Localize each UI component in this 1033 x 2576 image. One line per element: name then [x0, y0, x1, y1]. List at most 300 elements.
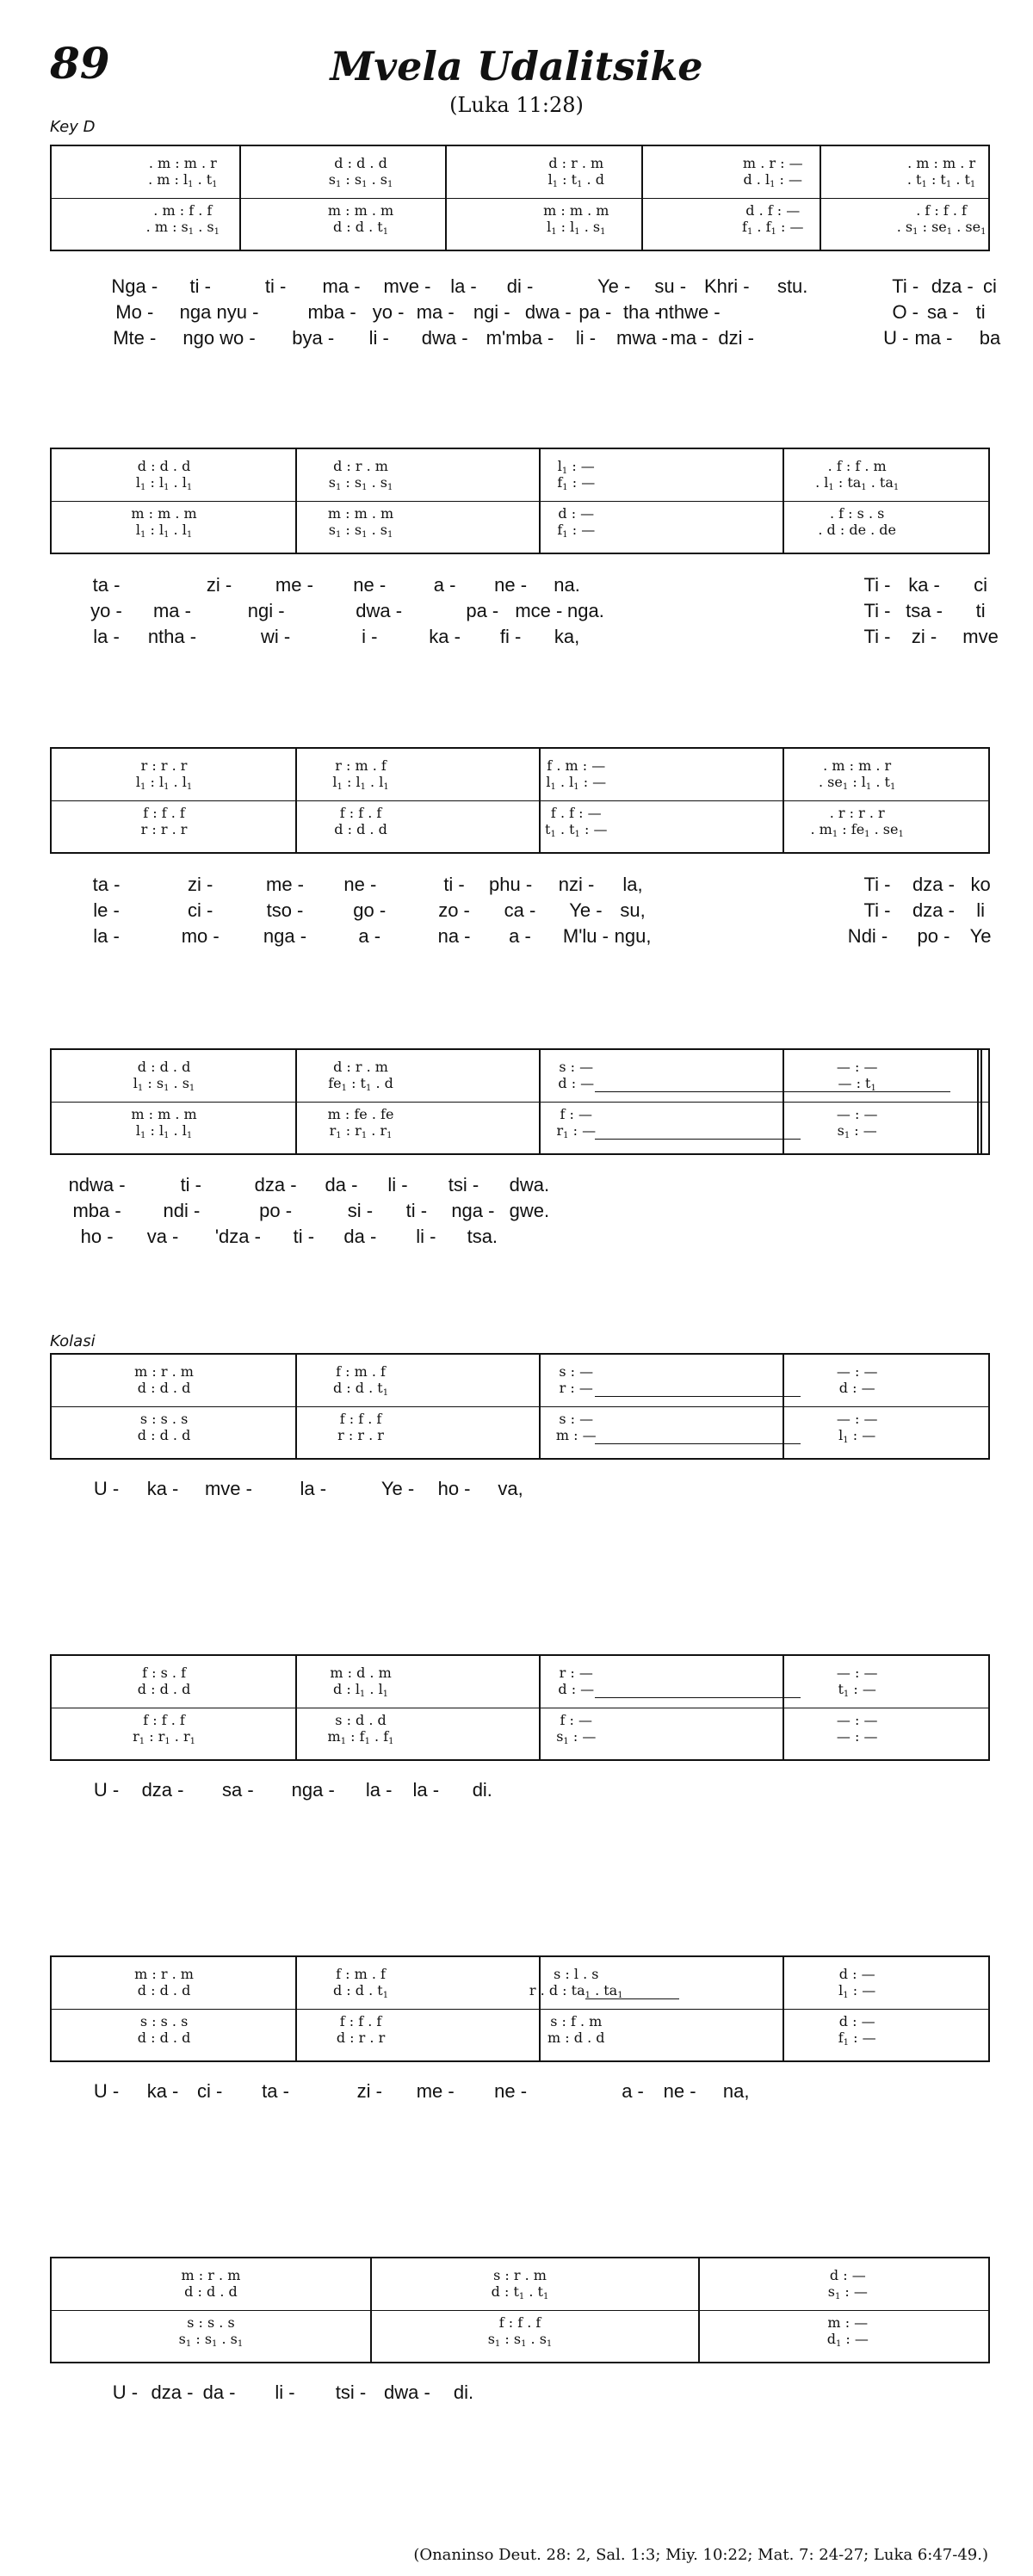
lyric-syllable: ma -	[322, 275, 361, 297]
lyric-syllable: Ye -	[569, 899, 603, 921]
lyric-syllable: zi -	[356, 2080, 382, 2102]
sol-fa-cell: d : d . d	[137, 1427, 191, 1443]
lyric-syllable: ti -	[443, 874, 465, 895]
sol-fa-cell: d : —	[838, 1380, 875, 1396]
lyric-syllable: Mo -	[115, 301, 154, 323]
lyric-syllable: me -	[275, 574, 313, 596]
sol-fa-cell: $l_1$ : —	[838, 1982, 876, 2000]
lyric-syllable: ka -	[146, 2080, 179, 2102]
lyric-syllable: ntha -	[147, 626, 197, 647]
sol-fa-cell: s : —	[559, 1059, 594, 1075]
lyric-syllable: su,	[620, 899, 646, 921]
chorus-label: Kolasi	[50, 1332, 96, 1350]
lyric-syllable: dwa.	[509, 1174, 550, 1195]
bar-line	[295, 449, 297, 553]
lyric-syllable: Ndi -	[847, 925, 888, 947]
hymn-number: 89	[50, 38, 110, 89]
bar-line	[295, 1050, 297, 1153]
lyric-syllable: li -	[575, 327, 597, 349]
sol-fa-cell: d : d . $t_1$	[332, 1380, 389, 1398]
sol-fa-cell: — : —	[836, 1106, 878, 1122]
lyric-syllable: dza -	[912, 874, 955, 895]
lyric-syllable: M'lu -	[562, 925, 609, 947]
staff-divider	[52, 2009, 988, 2010]
lyric-syllable: sa -	[927, 301, 959, 323]
lyric-syllable: na.	[554, 574, 580, 596]
sol-fa-cell: d : —	[838, 1966, 875, 1982]
lyric-syllable: nga -	[291, 1779, 335, 1801]
lyric-syllable: yo -	[372, 301, 405, 323]
bar-line	[239, 146, 241, 250]
lyric-syllable: ta -	[262, 2080, 289, 2102]
lyric-syllable: dwa -	[524, 301, 572, 323]
lyric-syllable: phu -	[489, 874, 533, 895]
slur-line	[585, 1998, 679, 1999]
lyric-syllable: ci -	[188, 899, 213, 921]
lyric-syllable: ma -	[670, 327, 708, 349]
sol-fa-cell: . m : m . r	[823, 757, 892, 774]
sol-fa-cell: f : f . f	[339, 1411, 382, 1427]
sol-fa-cell: $l_1$ : $l_1$ . $l_1$	[135, 522, 193, 540]
lyric-syllable: ngi -	[473, 301, 510, 323]
lyric-syllable: ne -	[663, 2080, 696, 2102]
sol-fa-cell: d : d . d	[137, 1059, 191, 1075]
sol-fa-cell: r : —	[559, 1380, 593, 1396]
lyric-syllable: di.	[472, 1779, 492, 1801]
lyric-syllable: po -	[917, 925, 950, 947]
sol-fa-cell: m : m . m	[327, 202, 394, 219]
lyric-syllable: na -	[437, 925, 471, 947]
sol-fa-cell: m . r : —	[742, 155, 803, 171]
bar-line	[820, 146, 821, 250]
sol-fa-cell: d : d . $t_1$	[332, 1982, 389, 2000]
sol-fa-cell: — : —	[836, 1363, 878, 1380]
lyric-syllable: pa -	[578, 301, 612, 323]
sol-fa-cell: . $se_1$ : $l_1$ . $t_1$	[818, 774, 896, 792]
lyric-syllable: nga.	[567, 600, 604, 621]
sol-fa-cell: s : —	[559, 1363, 594, 1380]
lyric-syllable: dza -	[931, 275, 974, 297]
sol-fa-cell: — : —	[836, 1712, 878, 1728]
lyric-syllable: ti -	[405, 1200, 428, 1221]
sol-fa-cell: $t_1$ . $t_1$ : —	[545, 821, 608, 839]
sol-fa-cell: . f : f . f	[916, 202, 967, 219]
lyric-syllable: tsi -	[448, 1174, 479, 1195]
sol-fa-cell: d : r . m	[333, 458, 388, 474]
bar-line	[295, 1355, 297, 1458]
lyric-syllable: ngu,	[614, 925, 652, 947]
lyric-syllable: yo -	[90, 600, 122, 621]
lyric-syllable: mve -	[204, 1478, 252, 1499]
system-1	[50, 145, 990, 251]
sol-fa-cell: $s_1$ : $s_1$ . $s_1$	[328, 522, 393, 540]
staff-divider	[52, 800, 988, 801]
lyric-syllable: ka -	[146, 1478, 179, 1499]
sol-fa-cell: $d_1$ : —	[826, 2331, 869, 2349]
lyric-syllable: la -	[93, 925, 120, 947]
lyric-syllable: ma -	[914, 327, 953, 349]
sol-fa-cell: d : d . d	[184, 2283, 238, 2300]
sol-fa-cell: d : $l_1$ . $l_1$	[333, 1681, 389, 1699]
sol-fa-cell: $l_1$ . $l_1$ : —	[546, 774, 607, 792]
sol-fa-cell: s : —	[559, 1411, 594, 1427]
sol-fa-cell: r : —	[559, 1665, 593, 1681]
system-3	[50, 747, 990, 854]
lyric-syllable: Ye	[969, 925, 992, 947]
sol-fa-cell: r : r . r	[337, 1427, 384, 1443]
lyric-syllable: zi -	[188, 874, 213, 895]
lyric-syllable: Ti -	[863, 874, 891, 895]
lyric-syllable: la -	[412, 1779, 440, 1801]
lyric-syllable: Ye -	[380, 1478, 415, 1499]
bar-line	[539, 1656, 541, 1759]
sol-fa-cell: $l_1$ : —	[557, 458, 595, 476]
sol-fa-cell: d : d . d	[334, 155, 387, 171]
system-4	[50, 1048, 990, 1155]
lyric-syllable: tsi -	[335, 2381, 367, 2403]
sol-fa-cell: $s_1$ : —	[827, 2283, 868, 2301]
lyric-syllable: dza -	[254, 1174, 297, 1195]
lyric-syllable: dwa -	[421, 327, 468, 349]
sol-fa-cell: $s_1$ : $s_1$ . $s_1$	[328, 474, 393, 492]
sol-fa-cell: . f : s . s	[830, 505, 885, 522]
lyric-syllable: dza -	[141, 1779, 184, 1801]
slur-line	[595, 1091, 950, 1092]
sol-fa-cell: r : r . r	[140, 821, 188, 837]
lyric-syllable: zi -	[206, 574, 232, 596]
bar-line	[782, 1957, 784, 2060]
sol-fa-cell: $l_1$ : $l_1$ . $l_1$	[135, 474, 193, 492]
bar-line	[539, 1050, 541, 1153]
sol-fa-cell: d : d . d	[137, 2029, 191, 2046]
lyric-syllable: li	[976, 899, 985, 921]
sol-fa-cell: m : r . m	[181, 2267, 241, 2283]
lyric-syllable: la -	[365, 1779, 393, 1801]
lyric-syllable: ti -	[189, 275, 211, 297]
lyric-syllable: Ti -	[863, 626, 891, 647]
sol-fa-cell: f : f . f	[143, 1712, 185, 1728]
sol-fa-cell: m : —	[555, 1427, 597, 1443]
sol-fa-cell: $m_1$ : $f_1$ . $f_1$	[327, 1728, 394, 1746]
lyric-syllable: dwa -	[356, 600, 403, 621]
sol-fa-cell: s : d . d	[335, 1712, 387, 1728]
slur-line	[595, 1697, 801, 1698]
sol-fa-cell: d : d . d	[137, 1982, 191, 1998]
sol-fa-cell: $l_1$ : $l_1$ . $l_1$	[135, 774, 193, 792]
lyric-syllable: ka,	[554, 626, 580, 647]
slur-line	[595, 1396, 801, 1397]
sol-fa-cell: f : s . f	[142, 1665, 186, 1681]
lyric-syllable: sa -	[222, 1779, 254, 1801]
lyric-syllable: mba -	[307, 301, 356, 323]
sol-fa-cell: d : —	[558, 1681, 595, 1697]
sol-fa-cell: $l_1$ : $l_1$ . $l_1$	[135, 1122, 193, 1140]
sol-fa-cell: $r_1$ : —	[556, 1122, 597, 1140]
lyric-syllable: ci -	[196, 2080, 223, 2102]
lyric-syllable: li -	[368, 327, 389, 349]
sol-fa-cell: f . m : —	[547, 757, 606, 774]
sol-fa-cell: $fe_1$ : $t_1$ . d	[328, 1075, 393, 1093]
bar-line	[295, 1957, 297, 2060]
sol-fa-cell: $s_1$ : $s_1$ . $s_1$	[328, 171, 393, 189]
lyric-syllable: ci	[974, 574, 988, 596]
bar-line	[782, 449, 784, 553]
lyric-syllable: ta -	[92, 574, 121, 596]
sol-fa-cell: m : d . d	[547, 2029, 605, 2046]
sol-fa-cell: m : m . m	[131, 505, 197, 522]
lyric-syllable: ma -	[152, 600, 191, 621]
lyric-syllable: U -	[93, 1478, 120, 1499]
lyric-syllable: Ye -	[597, 275, 631, 297]
sol-fa-cell: r : m . f	[335, 757, 387, 774]
lyric-syllable: mo -	[181, 925, 220, 947]
key-signature: Key D	[50, 118, 96, 136]
lyric-syllable: ma -	[416, 301, 455, 323]
system-8	[50, 2257, 990, 2363]
sol-fa-cell: f : f . f	[339, 805, 382, 821]
lyric-syllable: bya -	[292, 327, 335, 349]
sol-fa-cell: m : m . m	[543, 202, 609, 219]
lyric-syllable: U -	[93, 1779, 120, 1801]
bar-line	[539, 749, 541, 852]
sol-fa-cell: m : fe . fe	[327, 1106, 394, 1122]
lyric-syllable: dza -	[151, 2381, 194, 2403]
sol-fa-cell: m : m . m	[131, 1106, 197, 1122]
sol-fa-cell: s : s . s	[139, 2013, 189, 2029]
lyric-syllable: U -	[112, 2381, 139, 2403]
sol-fa-cell: s : r . m	[493, 2267, 547, 2283]
lyric-syllable: da -	[202, 2381, 236, 2403]
sol-fa-cell: $f_1$ : —	[838, 2029, 876, 2048]
lyric-syllable: me -	[266, 874, 304, 895]
lyric-syllable: ca -	[504, 899, 536, 921]
bar-line	[370, 2258, 372, 2362]
sol-fa-cell: . $t_1$ : $t_1$ . $t_1$	[906, 171, 976, 189]
lyric-syllable: 'dza -	[214, 1226, 261, 1247]
sol-fa-cell: d : r . r	[336, 2029, 386, 2046]
sol-fa-cell: . $l_1$ : $ta_1$ . $ta_1$	[815, 474, 900, 492]
lyric-syllable: gwe.	[509, 1200, 550, 1221]
lyric-syllable: ngi -	[247, 600, 285, 621]
sol-fa-cell: d . f : —	[745, 202, 801, 219]
bar-line	[641, 146, 643, 250]
lyric-syllable: da -	[325, 1174, 358, 1195]
sol-fa-cell: f : —	[560, 1712, 593, 1728]
lyric-syllable: ti -	[180, 1174, 202, 1195]
sol-fa-cell: m : m . m	[327, 505, 394, 522]
sol-fa-cell: s : s . s	[187, 2314, 235, 2331]
lyric-syllable: li -	[387, 1174, 408, 1195]
scripture-reference: (Luka 11:28)	[449, 93, 584, 117]
sol-fa-cell: f : —	[560, 1106, 593, 1122]
sol-fa-cell: $l_1$ : $s_1$ . $s_1$	[133, 1075, 195, 1093]
lyric-syllable: ka -	[908, 574, 940, 596]
bar-line	[539, 1957, 541, 2060]
lyric-syllable: ko	[970, 874, 991, 895]
lyric-syllable: ne -	[353, 574, 387, 596]
lyric-syllable: ndi -	[163, 1200, 201, 1221]
sol-fa-cell: $s_1$ : —	[556, 1728, 597, 1746]
sol-fa-cell: $s_1$ : $s_1$ . $s_1$	[487, 2331, 553, 2349]
lyric-syllable: da -	[343, 1226, 377, 1247]
bar-line	[698, 2258, 700, 2362]
bar-line	[295, 1656, 297, 1759]
slur-line	[595, 1443, 801, 1444]
sol-fa-cell: s : s . s	[139, 1411, 189, 1427]
sol-fa-cell: m : r . m	[134, 1966, 194, 1982]
sol-fa-cell: m : r . m	[134, 1363, 194, 1380]
lyric-syllable: ka -	[429, 626, 461, 647]
lyric-syllable: Ti -	[892, 275, 919, 297]
lyric-syllable: dza -	[912, 899, 955, 921]
sol-fa-cell: d : d . $t_1$	[332, 219, 389, 237]
sol-fa-cell: . m : m . r	[148, 155, 217, 171]
sol-fa-cell: $f_1$ : —	[557, 522, 596, 540]
lyric-syllable: m'mba -	[486, 327, 554, 349]
lyric-syllable: ti	[975, 600, 986, 621]
sol-fa-cell: f : f . f	[143, 805, 185, 821]
sol-fa-cell: d : d . d	[137, 1681, 191, 1697]
sol-fa-cell: d : —	[829, 2267, 866, 2283]
lyric-syllable: ne -	[343, 874, 377, 895]
lyric-syllable: U -	[93, 2080, 120, 2102]
lyric-syllable: pa -	[466, 600, 499, 621]
lyric-syllable: Mte -	[113, 327, 157, 349]
lyric-syllable: fi -	[499, 626, 522, 647]
lyric-syllable: ndwa -	[68, 1174, 126, 1195]
system-5	[50, 1353, 990, 1460]
lyric-syllable: U -	[883, 327, 909, 349]
lyric-syllable: tsa -	[906, 600, 943, 621]
lyric-syllable: na,	[722, 2080, 750, 2102]
sol-fa-cell: d : —	[558, 505, 595, 522]
sol-fa-cell: d : r . m	[333, 1059, 388, 1075]
lyric-syllable: nga -	[451, 1200, 495, 1221]
lyric-syllable: di -	[506, 275, 534, 297]
sol-fa-cell: . $m_1$ : $fe_1$ . $se_1$	[810, 821, 904, 839]
sol-fa-cell: $f_1$ . $f_1$ : —	[742, 219, 804, 237]
lyric-syllable: ne -	[494, 2080, 528, 2102]
sol-fa-cell: f : m . f	[336, 1363, 386, 1380]
lyric-syllable: tsa.	[467, 1226, 498, 1247]
sol-fa-cell: . d : de . de	[818, 522, 896, 538]
lyric-syllable: li -	[275, 2381, 295, 2403]
sol-fa-cell: d : r . m	[548, 155, 604, 171]
lyric-syllable: mwa -	[616, 327, 668, 349]
lyric-syllable: zo -	[438, 899, 470, 921]
lyric-syllable: la -	[93, 626, 120, 647]
sol-fa-cell: — : —	[836, 1411, 878, 1427]
system-2	[50, 448, 990, 554]
lyric-syllable: nthwe -	[658, 301, 721, 323]
sol-fa-cell: . m : f . f	[153, 202, 213, 219]
sol-fa-cell: s : f . m	[550, 2013, 603, 2029]
sol-fa-cell: d : d . d	[137, 1380, 191, 1396]
hymn-title: Mvela Udalitsike	[330, 43, 703, 90]
lyric-syllable: la -	[300, 1478, 327, 1499]
lyric-syllable: po -	[259, 1200, 293, 1221]
lyric-syllable: nzi -	[558, 874, 595, 895]
lyric-syllable: ti	[975, 301, 986, 323]
sol-fa-cell: r : r . r	[140, 757, 188, 774]
bar-line	[539, 1355, 541, 1458]
sol-fa-cell: f : f . f	[339, 2013, 382, 2029]
sol-fa-cell: f : f . f	[498, 2314, 541, 2331]
lyric-syllable: nga nyu -	[179, 301, 259, 323]
final-bar-line	[977, 1050, 982, 1153]
lyric-syllable: ti -	[293, 1226, 315, 1247]
bar-line	[782, 749, 784, 852]
sol-fa-cell: . m : $l_1$ . $t_1$	[148, 171, 218, 189]
sol-fa-cell: $s_1$ : $s_1$ . $s_1$	[178, 2331, 244, 2349]
lyric-syllable: ngo wo -	[182, 327, 256, 349]
lyric-syllable: mve	[962, 626, 999, 647]
lyric-syllable: ho -	[80, 1226, 114, 1247]
sol-fa-cell: . m : m . r	[907, 155, 976, 171]
sol-fa-cell: . r : r . r	[829, 805, 885, 821]
lyric-syllable: nga -	[263, 925, 307, 947]
lyric-syllable: me -	[416, 2080, 455, 2102]
lyric-syllable: tha -	[622, 301, 661, 323]
sol-fa-cell: f . f : —	[550, 805, 602, 821]
sol-fa-cell: m : d . m	[330, 1665, 392, 1681]
sol-fa-cell: $r_1$ : $r_1$ . $r_1$	[329, 1122, 393, 1140]
lyric-syllable: ho -	[437, 1478, 471, 1499]
sol-fa-cell: m : —	[827, 2314, 869, 2331]
bar-line	[782, 1050, 784, 1153]
sol-fa-cell: — : —	[836, 1059, 878, 1075]
system-6	[50, 1654, 990, 1761]
lyric-syllable: va,	[498, 1478, 523, 1499]
staff-divider	[52, 1406, 988, 1407]
sol-fa-cell: . f : f . m	[827, 458, 887, 474]
sol-fa-cell: . m : $s_1$ . $s_1$	[145, 219, 220, 237]
lyric-syllable: a -	[509, 925, 531, 947]
lyric-syllable: ti -	[264, 275, 287, 297]
lyric-syllable: Nga -	[111, 275, 158, 297]
staff-divider	[52, 2310, 988, 2311]
bar-line	[782, 1355, 784, 1458]
lyric-syllable: ci	[983, 275, 997, 297]
sol-fa-cell: $l_1$ : —	[838, 1427, 876, 1445]
sol-fa-cell: $t_1$ : —	[838, 1681, 876, 1699]
sol-fa-cell: — : —	[836, 1665, 878, 1681]
sol-fa-cell: d : —	[558, 1075, 595, 1091]
sol-fa-cell: $s_1$ : —	[837, 1122, 877, 1140]
lyric-syllable: i -	[362, 626, 378, 647]
lyric-syllable: stu.	[776, 275, 808, 297]
sol-fa-cell: . $s_1$ : $se_1$ . $se_1$	[896, 219, 987, 237]
lyric-syllable: go -	[353, 899, 387, 921]
lyric-syllable: si -	[347, 1200, 374, 1221]
bar-line	[782, 1656, 784, 1759]
lyric-syllable: wi -	[260, 626, 291, 647]
lyric-syllable: la -	[450, 275, 477, 297]
sol-fa-cell: $l_1$ : $l_1$ . $s_1$	[547, 219, 606, 237]
staff-divider	[52, 501, 988, 502]
lyric-syllable: mce -	[515, 600, 563, 621]
footer-references: (Onaninso Deut. 28: 2, Sal. 1:3; Miy. 10:22; Mat. 7: 24-27; Luka 6:47-49.)	[413, 2546, 988, 2564]
lyric-syllable: ta -	[92, 874, 121, 895]
bar-line	[295, 749, 297, 852]
lyric-syllable: li -	[416, 1226, 436, 1247]
sol-fa-cell: d : d . d	[137, 458, 191, 474]
lyric-syllable: mba -	[72, 1200, 121, 1221]
system-7	[50, 1955, 990, 2062]
lyric-syllable: la,	[622, 874, 643, 895]
sol-fa-cell: $r_1$ : $r_1$ . $r_1$	[133, 1728, 195, 1746]
sol-fa-cell: $l_1$ : $l_1$ . $l_1$	[332, 774, 389, 792]
